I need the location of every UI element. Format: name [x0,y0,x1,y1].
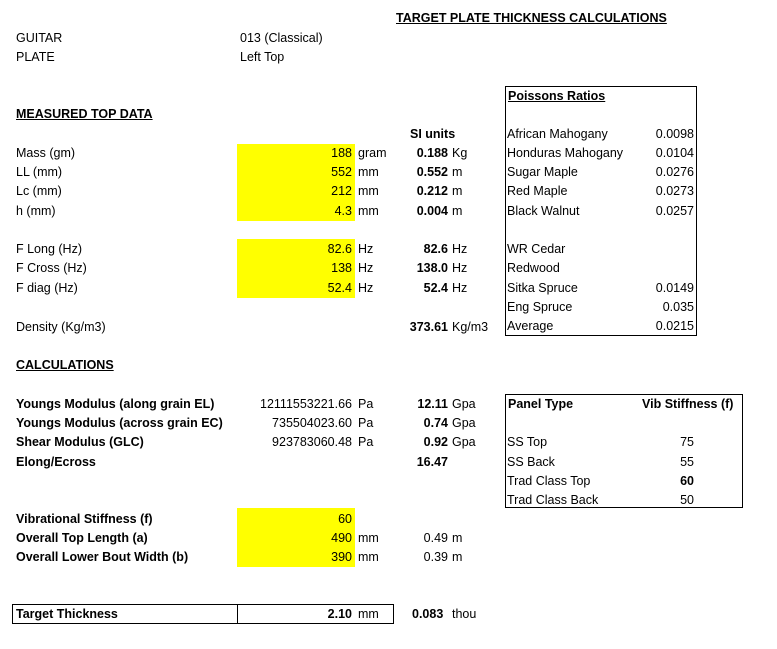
measured-si-unit: m [452,165,463,179]
measured-unit: gram [358,146,387,160]
poissons-species: Honduras Mahogany [507,146,624,160]
calculation-label: Youngs Modulus (along grain EL) [16,397,215,411]
poissons-value: 0.0104 [655,146,694,160]
poissons-value: 0.0273 [655,184,694,198]
measured-si-value: 0.004 [416,204,448,218]
poissons-species: African Mahogany [507,127,608,141]
measured-input-value[interactable]: 552 [331,165,352,179]
measured-si-unit: Hz [452,281,468,295]
density-si-unit: Kg/m3 [452,320,489,334]
calculation-label: Shear Modulus (GLC) [16,435,144,449]
design-input-unit: mm [358,531,379,545]
poissons-value: 0.0276 [655,165,694,179]
design-input-value[interactable]: 390 [331,550,352,564]
density-si-value: 373.61 [409,320,448,334]
target-thou-value: 0.083 [412,607,444,621]
measured-label: h (mm) [16,204,56,218]
calculation-si-value: 0.92 [423,435,448,449]
calculation-unit: Pa [358,435,374,449]
design-input-value[interactable]: 490 [331,531,352,545]
panel-stiffness: 50 [680,493,694,507]
calculation-si-unit: Gpa [452,416,476,430]
panel-type: SS Back [507,455,555,469]
target-value: 2.10 [327,607,352,621]
plate-label: PLATE [16,50,55,64]
measured-si-value: 0.188 [416,146,448,160]
si-units-heading: SI units [410,127,456,141]
measured-input-value[interactable]: 4.3 [334,204,352,218]
calculation-value: 735504023.60 [272,416,352,430]
poissons-species: Sugar Maple [507,165,578,179]
sheet-title: TARGET PLATE THICKNESS CALCULATIONS [396,11,667,25]
measured-unit: Hz [358,281,374,295]
measured-heading: MEASURED TOP DATA [16,107,153,121]
plate-value[interactable]: Left Top [240,50,285,64]
poissons-value: 0.0149 [655,281,694,295]
calculation-si-value: 0.74 [423,416,448,430]
measured-si-value: 52.4 [423,281,448,295]
poissons-value: 0.0257 [655,204,694,218]
density-label: Density (Kg/m3) [16,320,106,334]
vib-stiffness-heading: Vib Stiffness (f) [642,397,734,411]
calculation-unit: Pa [358,416,374,430]
measured-si-unit: m [452,184,463,198]
measured-input-value[interactable]: 188 [331,146,352,160]
poissons-species: Average [507,319,554,333]
measured-unit: mm [358,165,379,179]
calculation-label: Youngs Modulus (across grain EC) [16,416,223,430]
measured-label: Mass (gm) [16,146,76,160]
calculation-unit: Pa [358,397,374,411]
measured-label: F Cross (Hz) [16,261,87,275]
measured-si-unit: Hz [452,261,468,275]
design-input-label: Vibrational Stiffness (f) [16,512,153,526]
measured-input-value[interactable]: 138 [331,261,352,275]
poissons-species: Redwood [507,261,560,275]
poissons-value: 0.035 [662,300,694,314]
target-thou-unit: thou [452,607,477,621]
panel-stiffness: 55 [680,455,694,469]
guitar-value[interactable]: 013 (Classical) [240,31,323,45]
calculation-si-unit: Gpa [452,397,476,411]
measured-si-value: 0.212 [416,184,448,198]
calculation-si-value: 12.11 [417,397,448,411]
panel-stiffness: 75 [680,435,694,449]
poissons-species: Red Maple [507,184,568,198]
measured-input-value[interactable]: 82.6 [327,242,352,256]
target-unit: mm [358,607,379,621]
calculation-si-unit: Gpa [452,435,476,449]
measured-label: LL (mm) [16,165,63,179]
measured-si-value: 0.552 [416,165,448,179]
design-input-label: Overall Top Length (a) [16,531,148,545]
design-si-unit: m [452,531,463,545]
measured-unit: mm [358,184,379,198]
measured-si-value: 82.6 [423,242,448,256]
poissons-heading: Poissons Ratios [508,89,606,103]
calculation-label: Elong/Ecross [16,455,96,469]
measured-si-unit: Hz [452,242,468,256]
measured-unit: Hz [358,242,374,256]
poissons-value: 0.0098 [655,127,694,141]
measured-si-value: 138.0 [416,261,448,275]
calculation-value: 923783060.48 [272,435,352,449]
measured-label: F Long (Hz) [16,242,82,256]
measured-label: F diag (Hz) [16,281,78,295]
poissons-species: Black Walnut [507,204,580,218]
panel-type: Trad Class Back [507,493,599,507]
design-si-value: 0.49 [423,531,448,545]
design-si-unit: m [452,550,463,564]
poissons-species: Eng Spruce [507,300,573,314]
calculations-heading: CALCULATIONS [16,358,114,372]
measured-unit: Hz [358,261,374,275]
poissons-species: WR Cedar [507,242,566,256]
design-input-unit: mm [358,550,379,564]
design-si-value: 0.39 [423,550,448,564]
measured-si-unit: Kg [452,146,468,160]
target-divider [237,604,238,624]
measured-si-unit: m [452,204,463,218]
panel-type-heading: Panel Type [508,397,574,411]
guitar-label: GUITAR [16,31,63,45]
measured-label: Lc (mm) [16,184,62,198]
design-input-label: Overall Lower Bout Width (b) [16,550,189,564]
calculation-value: 12111553221.66 [260,397,352,411]
poissons-species: Sitka Spruce [507,281,578,295]
design-input-value[interactable]: 60 [338,512,352,526]
poissons-value: 0.0215 [655,319,694,333]
panel-type: Trad Class Top [507,474,591,488]
target-label: Target Thickness [16,607,118,621]
panel-type: SS Top [507,435,548,449]
calculation-si-value: 16.47 [416,455,448,469]
measured-input-value[interactable]: 52.4 [327,281,352,295]
measured-input-value[interactable]: 212 [331,184,352,198]
panel-stiffness: 60 [680,474,694,488]
measured-unit: mm [358,204,379,218]
